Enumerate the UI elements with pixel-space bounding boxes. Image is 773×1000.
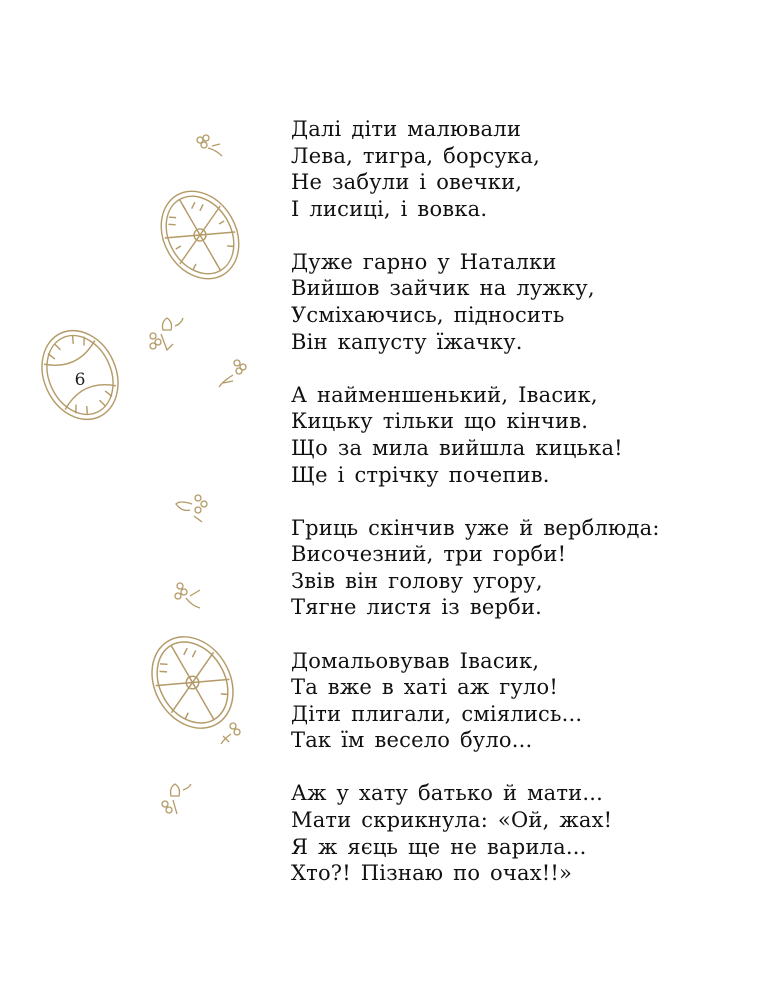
flower-sprig-icon xyxy=(170,578,206,614)
poem-line: Звів він голову угору, xyxy=(291,568,543,593)
poem-stanza xyxy=(291,116,761,222)
poem-stanza xyxy=(291,382,761,488)
poem-line: І лисиці, і вовка. xyxy=(291,196,488,221)
poem-line: Хто?! Пізнаю по очах!!» xyxy=(291,861,573,886)
poem-line: Височезний, три горби! xyxy=(291,542,567,567)
poem-line: Аж у хату батько й мати... xyxy=(291,781,603,806)
page-number: 6 xyxy=(74,370,86,390)
poem-stanza xyxy=(291,780,761,886)
poem-line: Вийшов зайчик на лужку, xyxy=(291,276,595,301)
poem-line: Усміхаючись, підносить xyxy=(291,303,565,328)
poem-line: Дуже гарно у Наталки xyxy=(291,249,557,274)
pysanka-egg-icon xyxy=(150,180,250,290)
flower-sprig-icon xyxy=(172,490,212,526)
poem-line: Кицьку тільки що кінчив. xyxy=(291,409,589,434)
bell-flower-icon xyxy=(157,778,197,820)
poem-line: Що за мила вийшла кицька! xyxy=(291,435,623,460)
flower-sprig-icon xyxy=(215,718,245,748)
poem-line: А найменшенький, Івасик, xyxy=(291,382,598,407)
bell-flower-icon xyxy=(145,312,189,356)
poem-stanza xyxy=(291,648,761,754)
flower-sprig-icon xyxy=(190,130,226,162)
flower-sprig-icon xyxy=(215,355,251,391)
poem-line: Далі діти малювали xyxy=(291,117,522,141)
poem-line: Лева, тигра, борсука, xyxy=(291,143,540,168)
poem-line: Гриць скінчив уже й верблюда: xyxy=(291,515,660,540)
poem-line: Ще і стрічку почепив. xyxy=(291,462,550,487)
poem-line: Домальовував Івасик, xyxy=(291,648,540,673)
poem-line: Він капусту їжачку. xyxy=(291,329,523,354)
poem-stanza xyxy=(291,249,761,355)
poem xyxy=(291,116,761,913)
poem-line: Не забули і овечки, xyxy=(291,170,523,195)
poem-line: Діти плигали, сміялись... xyxy=(291,701,583,726)
poem-line: Тягне листя із верби. xyxy=(291,595,543,620)
poem-line: Та вже в хаті аж гуло! xyxy=(291,675,559,700)
poem-line: Я ж яєць ще не варила... xyxy=(291,834,587,859)
poem-line: Мати скрикнула: «Ой, жах! xyxy=(291,807,613,832)
poem-line: Так їм весело було... xyxy=(291,728,533,753)
poem-stanza xyxy=(291,515,761,621)
